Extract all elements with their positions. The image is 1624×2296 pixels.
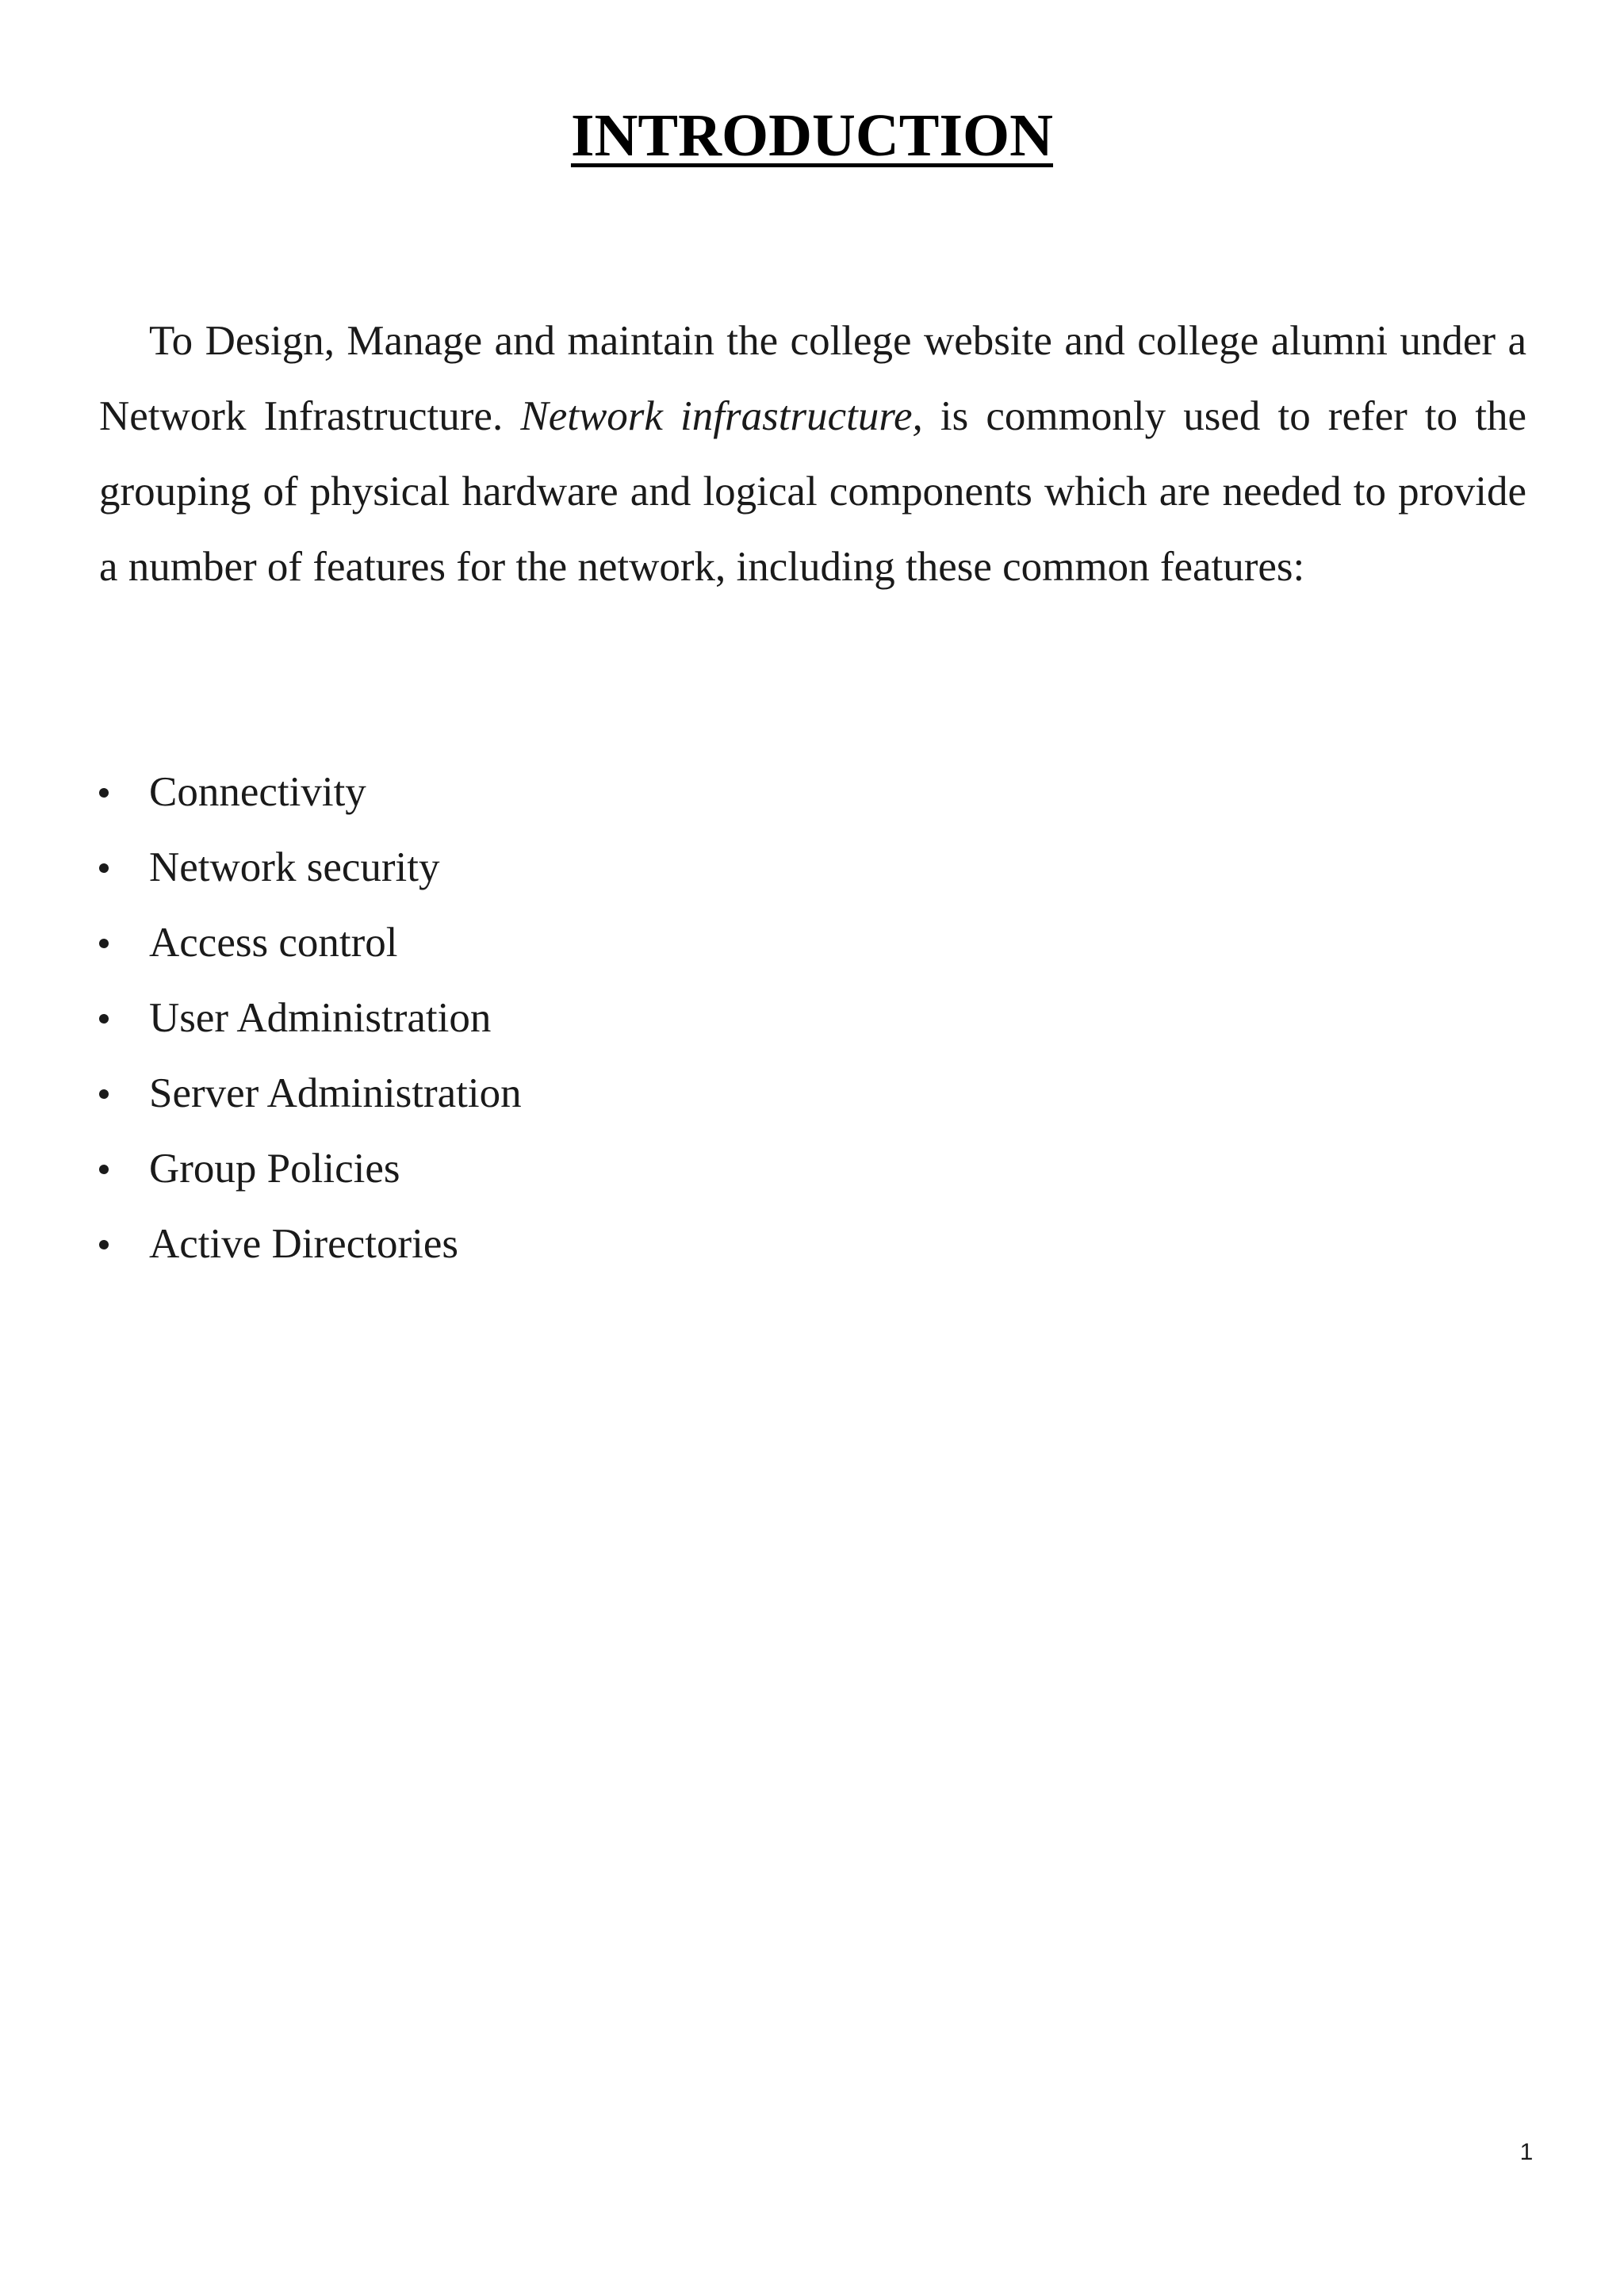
intro-paragraph-part2: is commonly used to refer to the grouping of physical hardware and logical components which are needed to provide a number of features for the network, including these common features: bbox=[99, 393, 1527, 590]
bullet-icon bbox=[99, 1089, 109, 1099]
features-list-item bbox=[99, 1056, 522, 1131]
bullet-icon bbox=[99, 863, 109, 873]
feature-label: Access control bbox=[149, 920, 398, 966]
page-title bbox=[0, 100, 1624, 171]
features-list-item bbox=[99, 1131, 522, 1207]
features-list bbox=[99, 755, 522, 1282]
feature-label: Active Directories bbox=[149, 1221, 458, 1267]
bullet-icon bbox=[99, 788, 109, 798]
intro-paragraph bbox=[99, 304, 1526, 605]
bullet-icon bbox=[99, 1240, 109, 1249]
intro-paragraph-italic-term: Network infrastructure, bbox=[520, 393, 923, 439]
features-list-item bbox=[99, 905, 522, 981]
features-list-item bbox=[99, 1207, 522, 1282]
feature-label: User Administration bbox=[149, 995, 492, 1041]
bullet-icon bbox=[99, 1165, 109, 1174]
feature-label: Connectivity bbox=[149, 769, 366, 815]
feature-label: Network security bbox=[149, 844, 440, 890]
intro-paragraph-part1: To Design, Manage and maintain the college website and college alumni under a Network Infrastructure. bbox=[99, 318, 1526, 439]
features-list-item bbox=[99, 981, 522, 1056]
feature-label: Server Administration bbox=[149, 1070, 522, 1116]
feature-label: Group Policies bbox=[149, 1146, 400, 1192]
page-number: 1 bbox=[1519, 2139, 1534, 2165]
bullet-icon bbox=[99, 939, 109, 948]
bullet-icon bbox=[99, 1014, 109, 1024]
features-list-item bbox=[99, 755, 522, 830]
page-title-text: INTRODUCTION bbox=[570, 102, 1054, 169]
features-list-item bbox=[99, 830, 522, 905]
